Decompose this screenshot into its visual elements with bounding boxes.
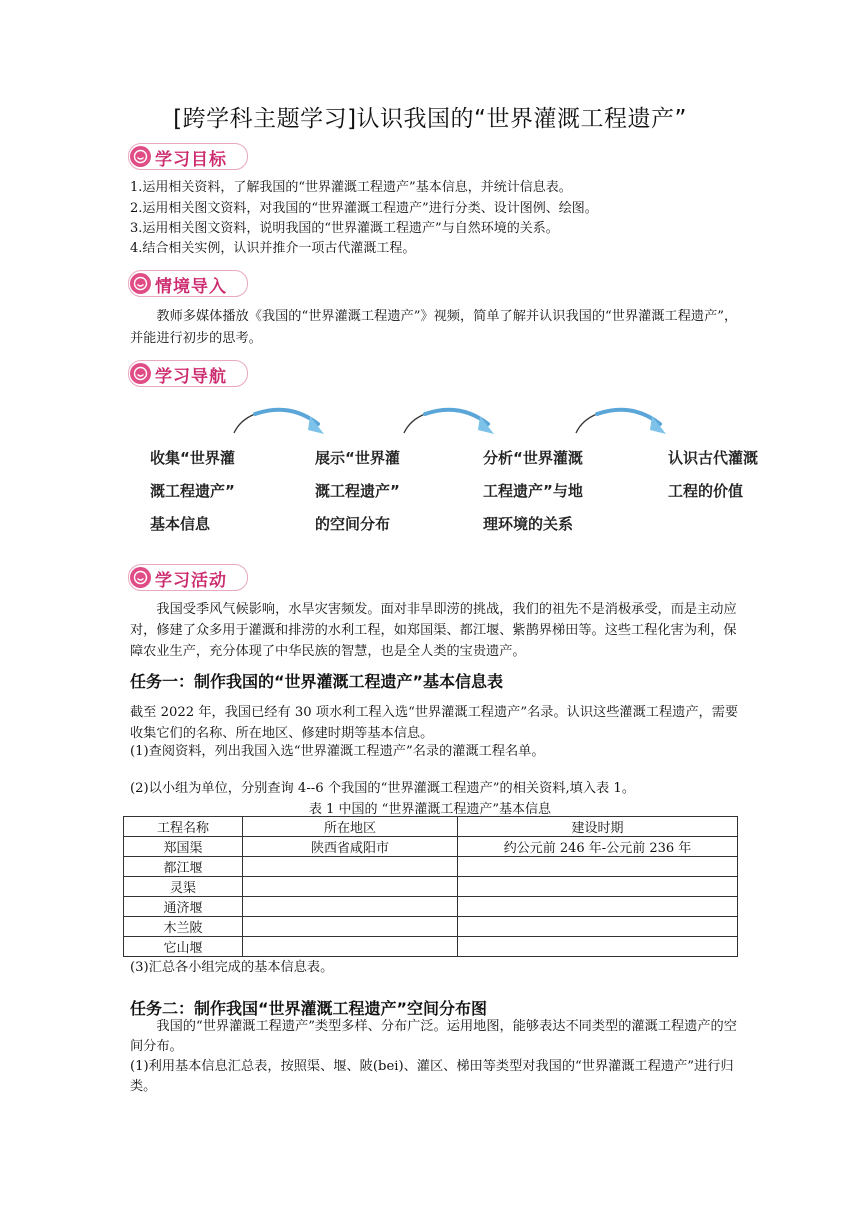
goal-item: 4.结合相关实例，认识并推介一项古代灌溉工程。 xyxy=(130,241,416,256)
table-cell[interactable] xyxy=(458,937,738,957)
table-row xyxy=(124,917,738,937)
flow-step: 分析“世界灌溉 工程遗产”与地 理环境的关系 xyxy=(483,449,583,533)
flow-step: 展示“世界灌 溉工程遗产” 的空间分布 xyxy=(315,449,400,533)
goal-item: 1.运用相关资料，了解我国的“世界灌溉工程遗产”基本信息，并统计信息表。 xyxy=(130,180,572,195)
intro-paragraph: 教师多媒体播放《我国的“世界灌溉工程遗产”》视频，简单了解并认识我国的“世界灌溉工程遗产”，并能进行初步的思考。 xyxy=(130,309,738,346)
curved-arrow-icon xyxy=(404,410,494,434)
section-label: 学习目标 xyxy=(155,150,227,170)
table-row xyxy=(124,837,738,857)
table-cell: 都江堰 xyxy=(124,857,243,877)
flow-arrows xyxy=(220,400,740,445)
goal-item: 3.运用相关图文资料，说明我国的“世界灌溉工程遗产”与自然环境的关系。 xyxy=(130,221,559,236)
smile-icon xyxy=(130,363,151,384)
section-header-activity xyxy=(128,564,248,591)
task1-step1: (1)查阅资料，列出我国入选“世界灌溉工程遗产”名录的灌溉工程名单。 xyxy=(130,744,545,759)
table-caption: 表 1 中国的 “世界灌溉工程遗产”基本信息 xyxy=(309,802,551,817)
section-label: 学习导航 xyxy=(155,367,227,387)
column-header: 建设时期 xyxy=(458,817,738,837)
activity-paragraph: 我国受季风气候影响，水旱灾害频发。面对非旱即涝的挑战，我们的祖先不是消极承受，而是主动应对，修建了众多用于灌溉和排涝的水利工程，如郑国渠、都江堰、紫鹊界梯田等。这些工程化害为利，保障农业生产，充分体现了中华民族的智慧，也是全人类的宝贵遗产。 xyxy=(130,602,737,659)
table-cell[interactable] xyxy=(458,897,738,917)
task1-step3: (3)汇总各小组完成的基本信息表。 xyxy=(130,960,334,975)
table-cell[interactable] xyxy=(458,877,738,897)
smile-icon xyxy=(130,146,151,167)
column-header: 所在地区 xyxy=(243,817,458,837)
table-cell: 郑国渠 xyxy=(124,837,243,857)
table-cell: 陕西省咸阳市 xyxy=(243,837,458,857)
task2-title: 任务二：制作我国“世界灌溉工程遗产”空间分布图 xyxy=(130,999,488,1018)
column-header: 工程名称 xyxy=(124,817,243,837)
table-cell: 灵渠 xyxy=(124,877,243,897)
table-cell[interactable] xyxy=(243,877,458,897)
table-cell[interactable] xyxy=(458,857,738,877)
table-cell[interactable] xyxy=(243,917,458,937)
table-cell: 通济堰 xyxy=(124,897,243,917)
table-cell: 它山堰 xyxy=(124,937,243,957)
flow-step: 认识古代灌溉 工程的价值 xyxy=(668,449,759,500)
curved-arrow-icon xyxy=(576,410,666,434)
table-row xyxy=(124,857,738,877)
smile-icon xyxy=(130,567,151,588)
task2-intro: 我国的“世界灌溉工程遗产”类型多样、分布广泛。运用地图，能够表达不同类型的灌溉工程遗产的空间分布。 xyxy=(130,1019,737,1054)
task1-intro: 截至 2022 年，我国已经有 30 项水利工程入选“世界灌溉工程遗产”名录。认识这些灌溉工程遗产，需要收集它们的名称、所在地区、修建时期等基本信息。 xyxy=(130,705,739,741)
flow-step: 收集“世界灌 溉工程遗产” 基本信息 xyxy=(150,449,235,533)
table-cell: 木兰陂 xyxy=(124,917,243,937)
task1-title: 任务一：制作我国的“世界灌溉工程遗产”基本信息表 xyxy=(130,672,504,691)
section-header-nav xyxy=(128,360,248,387)
section-header-intro xyxy=(128,270,248,297)
section-label: 学习活动 xyxy=(155,571,227,591)
task1-step2: (2)以小组为单位，分别查询 4--6 个我国的“世界灌溉工程遗产”的相关资料,填入表 1。 xyxy=(130,781,636,796)
table-cell: 约公元前 246 年-公元前 236 年 xyxy=(458,837,738,857)
task2-step1: (1)利用基本信息汇总表，按照渠、堰、陂(bei)、灌区、梯田等类型对我国的“世界灌溉工程遗产”进行归类。 xyxy=(130,1059,734,1094)
table-header-row xyxy=(124,817,738,837)
table-row xyxy=(124,937,738,957)
smile-icon xyxy=(130,273,151,294)
section-header-goals xyxy=(128,143,248,170)
table-cell[interactable] xyxy=(243,897,458,917)
section-label: 情境导入 xyxy=(155,277,227,297)
table-cell[interactable] xyxy=(458,917,738,937)
info-table xyxy=(123,816,738,957)
table-cell[interactable] xyxy=(243,857,458,877)
page-title: [跨学科主题学习]认识我国的“世界灌溉工程遗产” xyxy=(173,106,687,132)
table-row xyxy=(124,877,738,897)
table-cell[interactable] xyxy=(243,937,458,957)
curved-arrow-icon xyxy=(234,410,324,434)
table-row xyxy=(124,897,738,917)
goal-item: 2.运用相关图文资料，对我国的“世界灌溉工程遗产”进行分类、设计图例、绘图。 xyxy=(130,201,598,216)
